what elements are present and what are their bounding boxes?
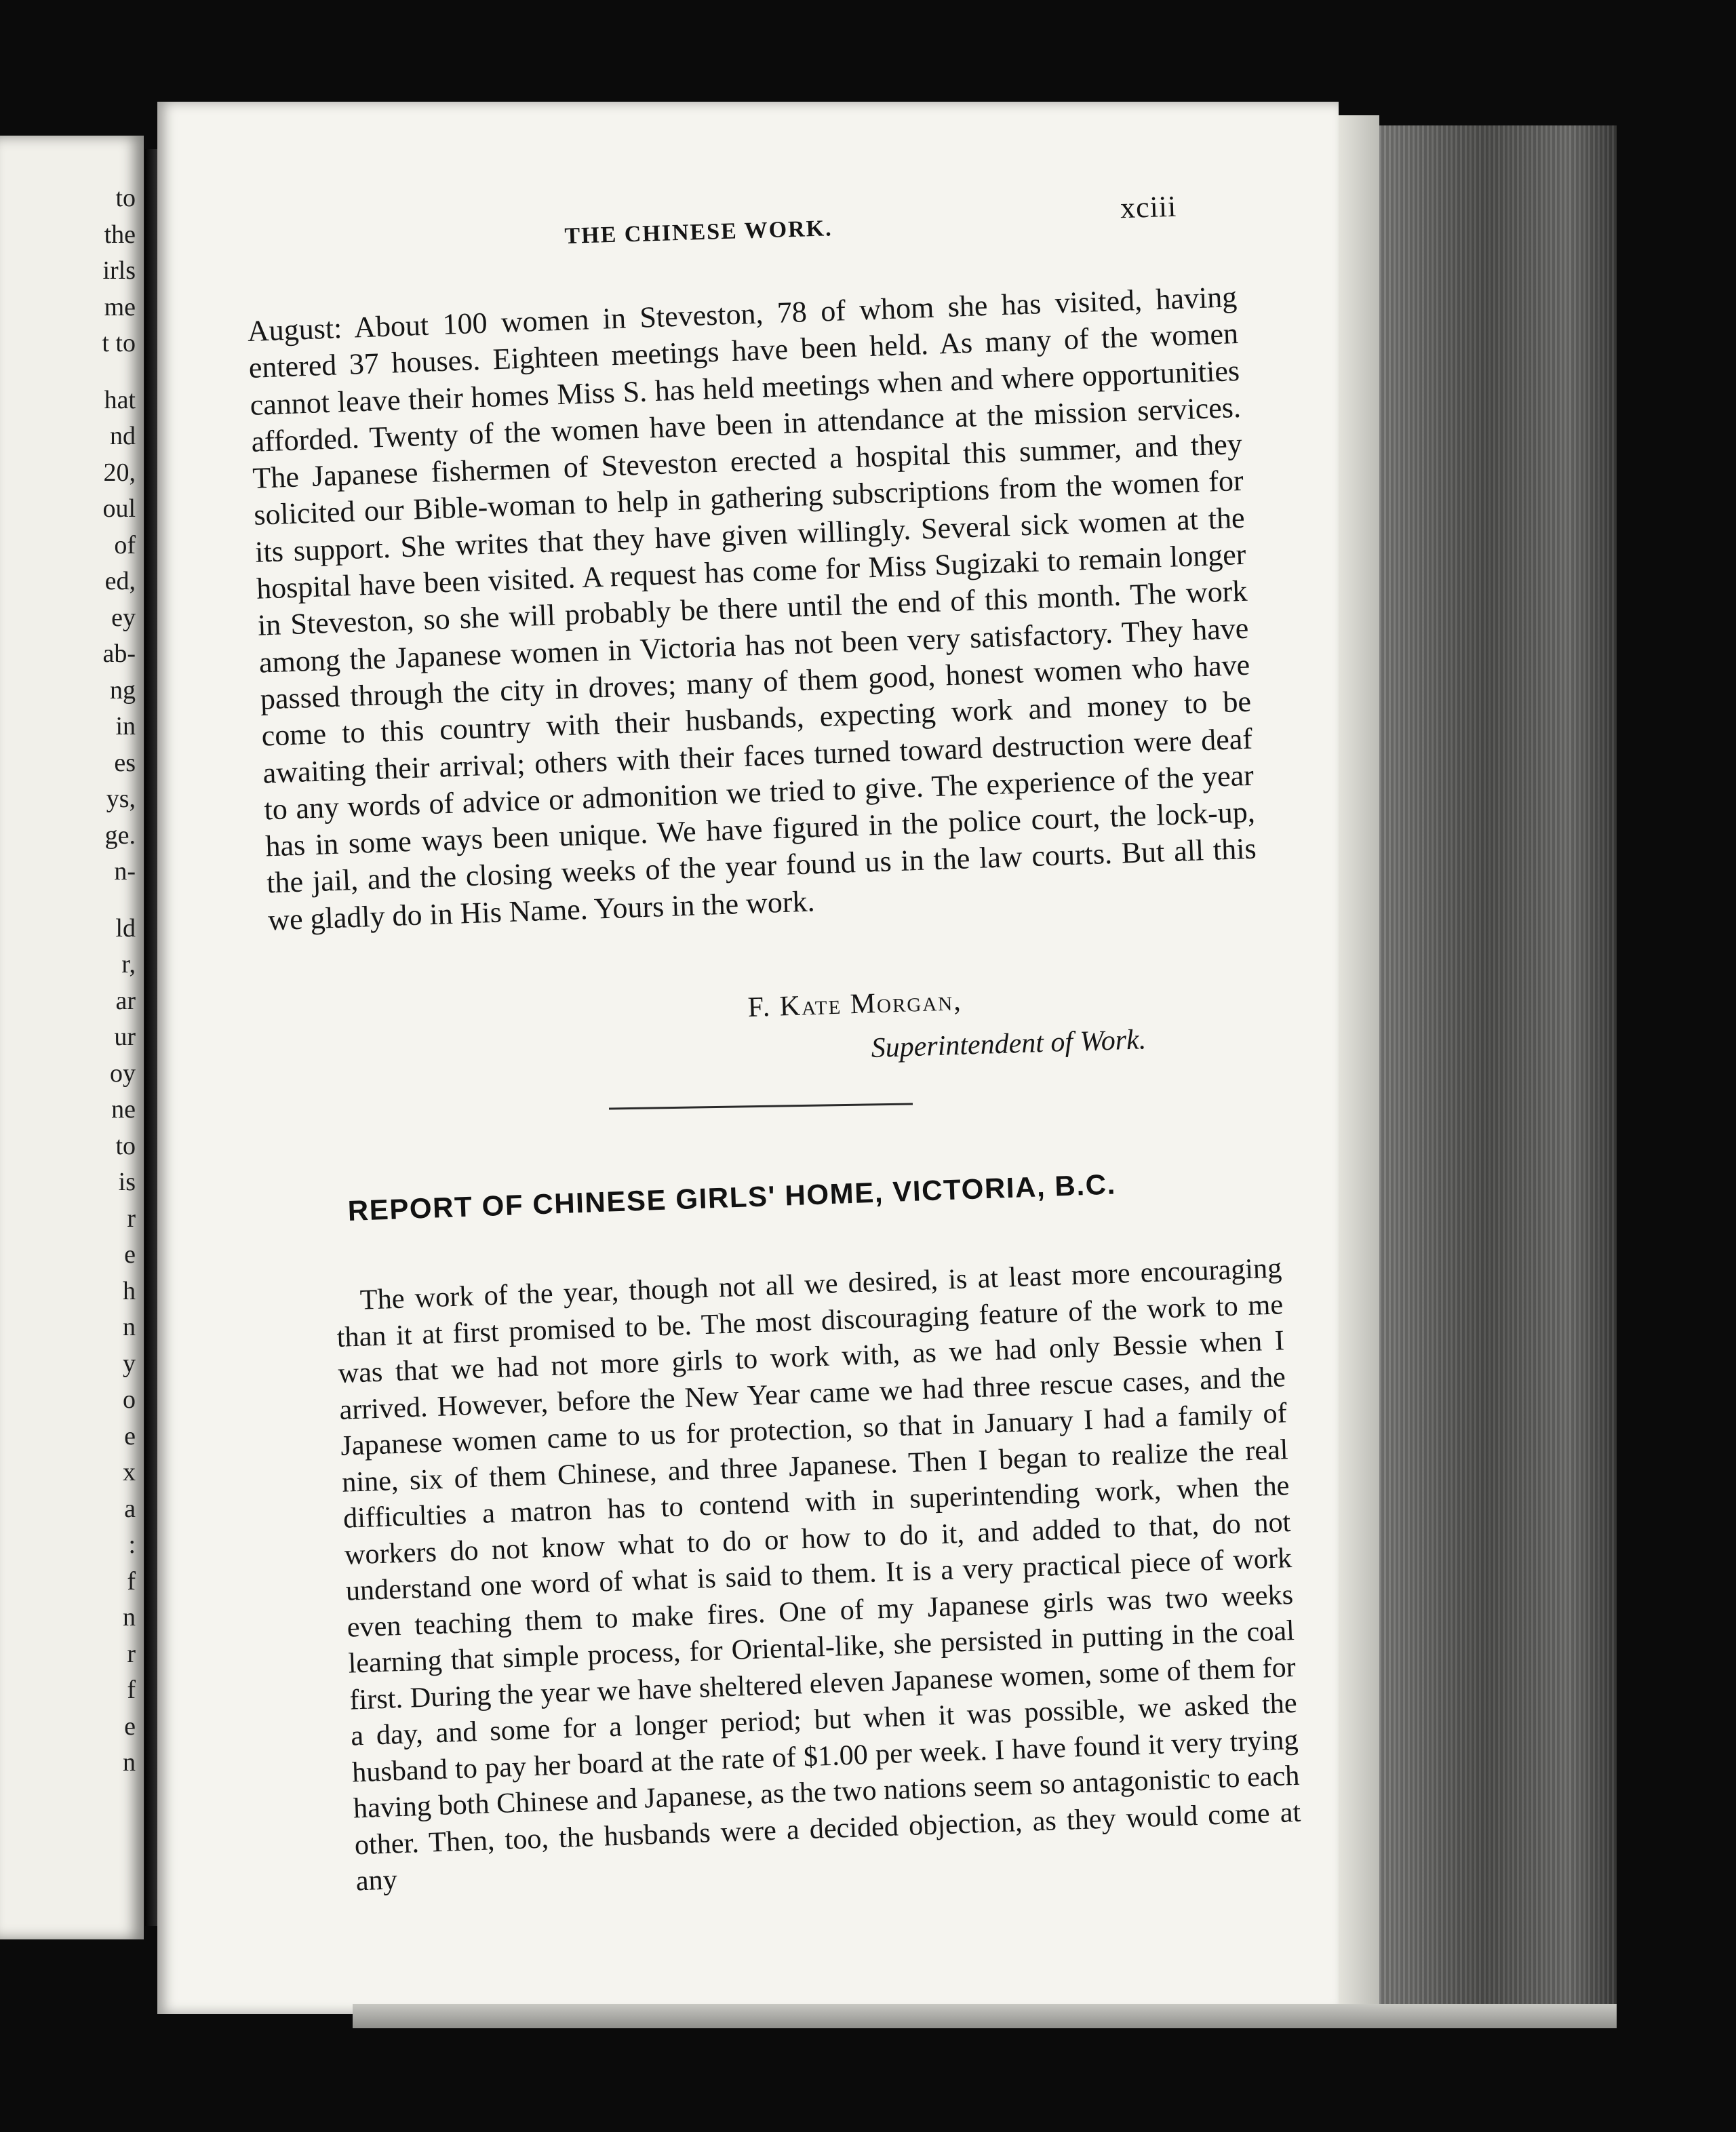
- left-page-line-fragment: ne: [111, 1095, 136, 1124]
- page-number: xciii: [1120, 189, 1177, 225]
- left-page-line-fragment: irls: [102, 256, 136, 285]
- left-page-line-fragment: ld: [115, 913, 136, 943]
- left-page-line-fragment: ar: [115, 986, 136, 1015]
- left-page-line-fragment: ge.: [104, 821, 136, 850]
- left-page-line-fragment: hat: [104, 385, 136, 414]
- body-paragraph-girls-home: The work of the year, though not all we desired, is at least more encouraging than it at first promised to be. The most discouraging feature of the work to me was that we had not more girls to work with, as we had only Bessie when I arrived. However, before the New Year came we had three rescue cases, and the Japanese women came to us for protection, so that in January I had a family of nine, six of them Chinese, and three Japanese. Then I began to realize the real difficulties a matron has to contend with in superintending work, when the workers do not know what to do or how to do it, and added to that, do not understand one word of what is said to them. It is a very practical piece of work even teaching them to make fires. One of my Japanese girls was two weeks learning that simple process, for Oriental-like, she persisted in putting in the coal first. During the year we have sheltered eleven Japanese women, some of them for a day, and some for a longer period; but when it was possible, we asked the husband to pay her board at the rate of $1.00 per week. I have found it very trying having both Chinese and Japanese, as the two nations seem so antagonistic to each other. Then, too, the husbands were a decided objection, as they would come at any: [336, 1252, 1301, 1897]
- left-page-line-fragment: me: [104, 292, 136, 321]
- signature-name: F. Kate Morgan,: [747, 985, 963, 1023]
- book-bottom-edge: [353, 2004, 1617, 2028]
- left-page-line-fragment: x: [123, 1458, 136, 1486]
- section-heading: REPORT OF CHINESE GIRLS' HOME, VICTORIA, B.C.: [347, 1168, 1117, 1227]
- left-page-line-fragment: the: [104, 220, 136, 249]
- left-page-line-fragment: n-: [114, 857, 136, 886]
- left-facing-page: [0, 136, 144, 1939]
- left-page-line-fragment: oy: [110, 1059, 136, 1088]
- left-page-line-fragment: n: [123, 1313, 136, 1341]
- left-page-line-fragment: ys,: [106, 785, 136, 813]
- body-paragraph-august: August: About 100 women in Steveston, 78 of whom she has visited, having entered 37 houses. Eighteen meetings have been held. As many of the women cannot leave their homes Miss S. has held meetings when and where opportunities afforded. Twenty of the women have been in attendance at the mission services. The Japanese fishermen of Steveston erected a hospital this summer, and they solicited our Bible-woman to help in gathering subscriptions from the women for its support. She writes that they have given willingly. Several sick women at the hospital have been visited. A request has come for Miss Sugizaki to remain longer in Steveston, so she will probably be there until the end of this month. The work among the Japanese women in Victoria has not been very satisfactory. They have passed through the city in droves; many of them good, honest women who have come to this country with their husbands, expecting work and money to be awaiting their arrival; others with their faces turned toward destruction were deaf to any words of advice or admonition we tried to give. The experience of the year has in some ways been unique. We have figured in the police court, the lock-up, the jail, and the closing weeks of the year found us in the law courts. But all this we gladly do in His Name. Yours in the work.: [247, 280, 1257, 937]
- left-page-line-fragment: nd: [110, 422, 136, 450]
- left-page-line-fragment: a: [124, 1494, 136, 1523]
- left-page-line-fragment: ey: [111, 603, 136, 632]
- page-xciii: [157, 102, 1339, 2014]
- left-page-line-fragment: n: [123, 1748, 136, 1777]
- left-page-line-fragment: 20,: [103, 458, 136, 487]
- book-fore-edge: [1379, 125, 1617, 2004]
- left-page-line-fragment: e: [124, 1421, 136, 1450]
- left-page-line-fragment: in: [115, 712, 136, 741]
- signature-title: Superintendent of Work.: [871, 1024, 1147, 1064]
- left-page-line-fragment: f: [127, 1566, 136, 1596]
- left-page-line-fragment: ed,: [104, 567, 136, 595]
- left-page-line-fragment: r,: [121, 950, 136, 979]
- left-page-line-fragment: f: [127, 1676, 136, 1704]
- left-page-line-fragment: is: [118, 1168, 136, 1196]
- left-page-line-fragment: y: [123, 1349, 136, 1378]
- left-page-line-fragment: es: [114, 748, 136, 777]
- left-page-line-fragment: :: [128, 1531, 136, 1559]
- left-page-line-fragment: ng: [110, 675, 136, 705]
- left-page-line-fragment: of: [114, 530, 136, 559]
- left-page-line-fragment: r: [127, 1639, 136, 1668]
- left-page-line-fragment: r: [127, 1204, 136, 1233]
- left-page-line-fragment: e: [124, 1712, 136, 1741]
- left-page-line-fragment: n: [123, 1603, 136, 1632]
- page-edge: [1339, 115, 1379, 2014]
- left-page-line-fragment: ab-: [102, 639, 136, 668]
- section-divider-rule: [609, 1103, 913, 1109]
- left-page-line-fragment: h: [123, 1276, 136, 1305]
- left-page-line-fragment: ur: [114, 1023, 136, 1051]
- left-page-line-fragment: to: [115, 184, 136, 212]
- left-page-line-fragment: t to: [102, 329, 136, 357]
- left-page-line-fragment: e: [124, 1240, 136, 1269]
- running-head: THE CHINESE WORK.: [564, 216, 833, 249]
- left-page-line-fragment: o: [123, 1385, 136, 1414]
- left-page-line-fragment: oul: [102, 494, 136, 523]
- left-page-line-fragment: to: [115, 1131, 136, 1160]
